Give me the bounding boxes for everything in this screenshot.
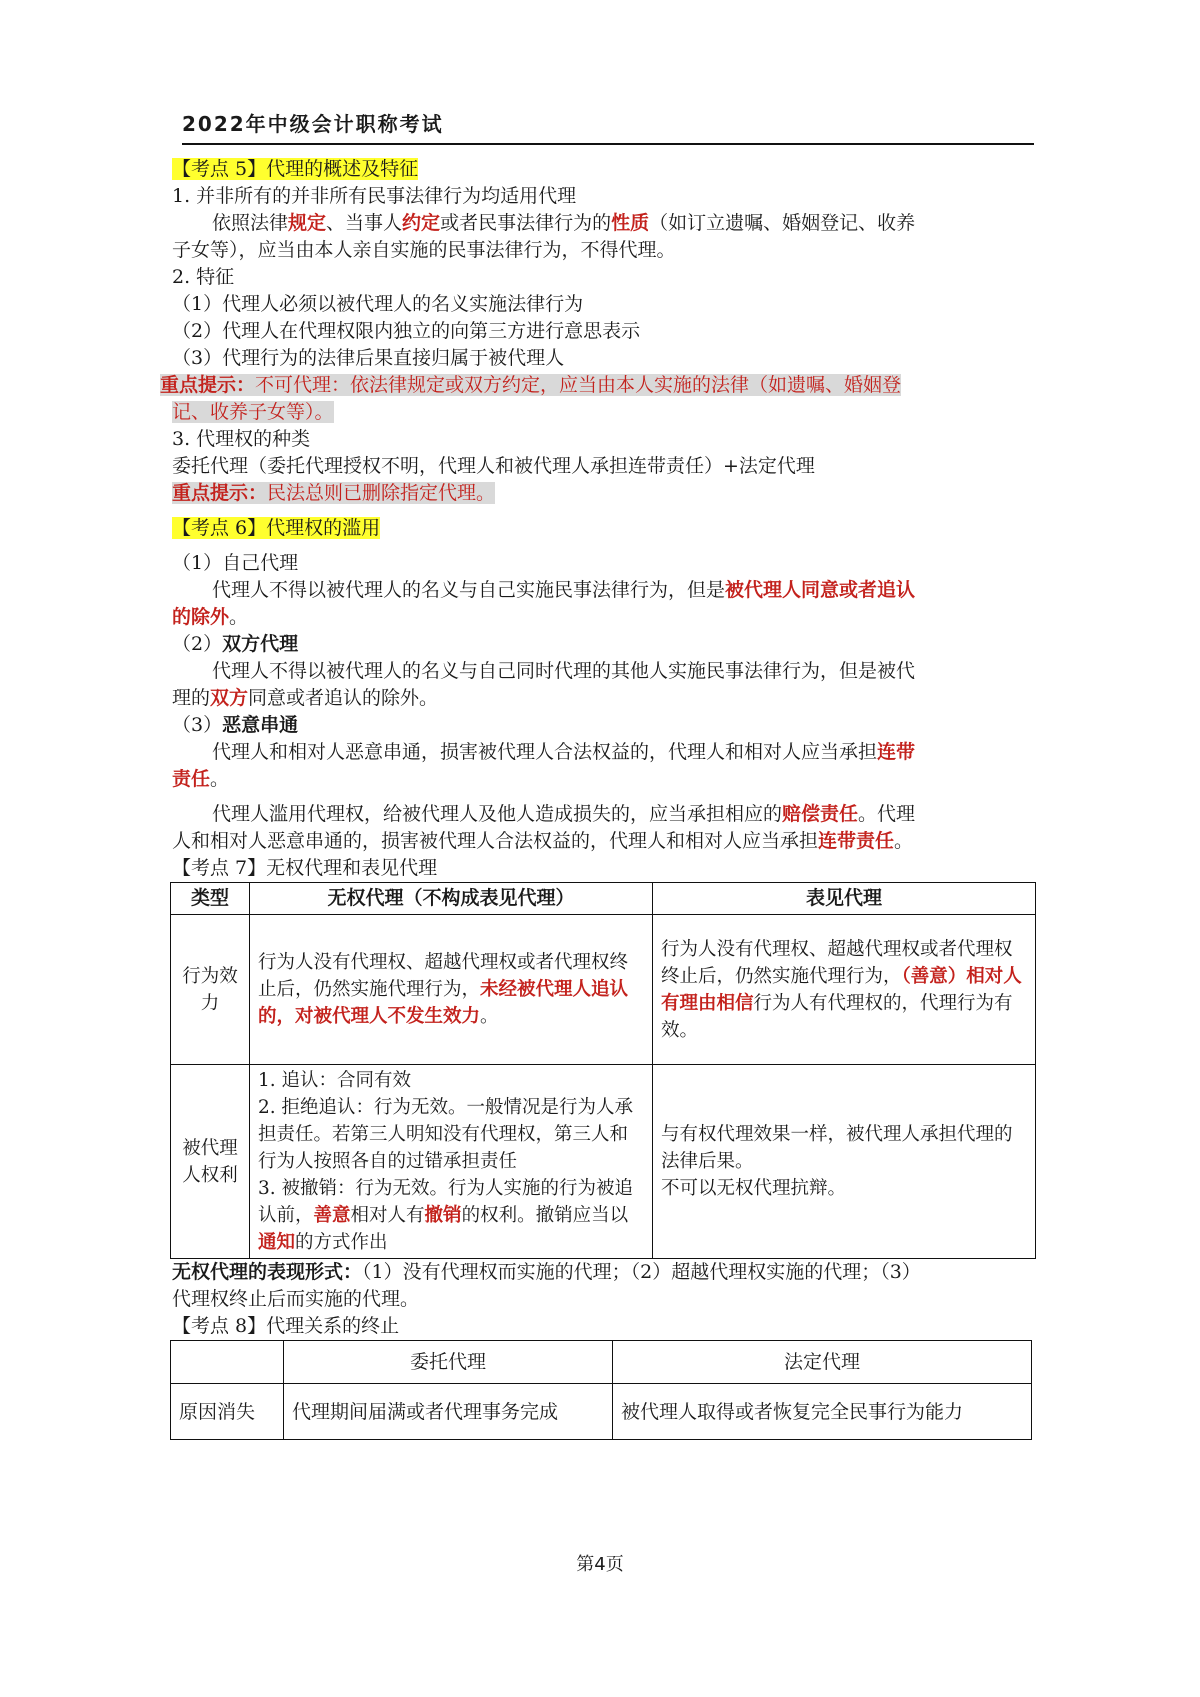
cell-line: 2. 拒绝追认：行为无效。一般情况是行为人承担责任。若第三人明知没有代理权，第三人和行为人按照各自的过错承担责任 (258, 1097, 634, 1172)
table-cell (250, 1065, 653, 1259)
section-8-heading: 【考点 8】代理关系的终止 (172, 1315, 400, 1337)
s6-line-5: 代理人不得以被代理人的名义与自己同时代理的其他人实施民事法律行为，但是被代 (212, 660, 916, 682)
s5-line-1: 1. 并非所有的并非所有民事法律行为均适用代理 (172, 185, 577, 207)
s5-line-8: 3. 代理权的种类 (172, 428, 311, 450)
table-row (171, 1065, 1036, 1259)
table-cell: 行为人没有代理权、超越代理权或者代理权终止后，仍然实施代理行为，未经被代理人追认的，对被代理人不发生效力。 (250, 915, 653, 1065)
key-note-1: 重点提示：不可代理：依法律规定或双方约定，应当由本人实施的法律（如遗嘱、婚姻登 (160, 374, 902, 396)
table-cell: 行为人没有代理权、超越代理权或者代理权终止后，仍然实施代理行为，（善意）相对人有理由相信行为人有代理权的，代理行为有效。 (653, 915, 1036, 1065)
agency-termination-table (170, 1340, 1032, 1440)
s6-line-9: 责任。 (172, 768, 230, 790)
row-header-cell: 行为效力 (171, 915, 250, 1065)
page-content (160, 156, 1038, 1440)
table-row (171, 915, 1036, 1065)
table-header-cell: 类型 (171, 883, 250, 915)
s6-line-7: （3）恶意串通 (172, 714, 299, 736)
table-cell (653, 1065, 1036, 1259)
row-header-cell: 原因消失 (171, 1384, 284, 1440)
s5-line-2: 依照法律规定、当事人约定或者民事法律行为的性质（如订立遗嘱、婚姻登记、收养 (212, 212, 916, 234)
s5-line-6: （2）代理人在代理权限内独立的向第三方进行意思表示 (172, 320, 641, 342)
cell-line: 3. 被撤销：行为无效。行为人实施的行为被追认前，善意相对人有撤销的权利。撤销应当以通知的方式作出 (258, 1178, 634, 1253)
s5-line-9: 委托代理（委托代理授权不明，代理人和被代理人承担连带责任）+法定代理 (172, 455, 815, 477)
s6-line-1: （1）自己代理 (172, 552, 299, 574)
s6-line-2: 代理人不得以被代理人的名义与自己实施民事法律行为，但是被代理人同意或者追认 (212, 579, 916, 601)
section-7-heading: 【考点 7】无权代理和表见代理 (172, 857, 438, 879)
s5-line-3: 子女等），应当由本人亲自实施的民事法律行为，不得代理。 (172, 239, 676, 261)
section-5-heading: 【考点 5】代理的概述及特征 (172, 158, 419, 180)
table-header-cell: 委托代理 (284, 1341, 613, 1384)
table-row (171, 1384, 1032, 1440)
key-note-1-cont: 记、收养子女等）。 (172, 401, 334, 423)
s6-line-11: 人和相对人恶意串通的，损害被代理人合法权益的，代理人和相对人应当承担连带责任。 (172, 830, 914, 852)
keyword-rule: 规定 (288, 212, 327, 234)
s5-line-5: （1）代理人必须以被代理人的名义实施法律行为 (172, 293, 584, 315)
table-header-cell: 无权代理（不构成表见代理） (250, 883, 653, 915)
table-header-row (171, 1341, 1032, 1384)
keyword-agreement: 约定 (402, 212, 441, 234)
s7-footnote-2: 代理权终止后而实施的代理。 (172, 1288, 420, 1310)
s6-line-8: 代理人和相对人恶意串通，损害被代理人合法权益的，代理人和相对人应当承担连带 (212, 741, 916, 763)
s6-line-3: 的除外。 (172, 606, 249, 628)
key-note-2: 重点提示：民法总则已删除指定代理。 (172, 482, 496, 504)
s6-line-4: （2）双方代理 (172, 633, 299, 655)
s5-line-7: （3）代理行为的法律后果直接归属于被代理人 (172, 347, 565, 369)
table-header-cell: 法定代理 (613, 1341, 1032, 1384)
cell-line: 不可以无权代理抗辩。 (661, 1178, 847, 1199)
cell-line: 与有权代理效果一样，被代理人承担代理的法律后果。 (661, 1124, 1013, 1172)
agency-comparison-table (170, 882, 1036, 1259)
page-header: 2022年中级会计职称考试 (182, 108, 1034, 145)
s6-line-10: 代理人滥用代理权，给被代理人及他人造成损失的，应当承担相应的赔偿责任。代理 (212, 803, 916, 825)
table-header-cell: 表见代理 (653, 883, 1036, 915)
page-number: 第4页 (576, 1554, 624, 1575)
s5-line-4: 2. 特征 (172, 266, 235, 288)
cell-line: 1. 追认：合同有效 (258, 1070, 412, 1091)
s7-footnote-1: 无权代理的表现形式：（1）没有代理权而实施的代理；（2）超越代理权实施的代理；（3） (172, 1261, 921, 1283)
row-header-cell: 被代理人权利 (171, 1065, 250, 1259)
table-header-cell (171, 1341, 284, 1384)
keyword-nature: 性质 (611, 212, 650, 234)
table-cell: 代理期间届满或者代理事务完成 (284, 1384, 613, 1440)
s6-line-6: 理的双方同意或者追认的除外。 (172, 687, 439, 709)
table-cell: 被代理人取得或者恢复完全民事行为能力 (613, 1384, 1032, 1440)
section-6-heading: 【考点 6】代理权的滥用 (172, 517, 381, 539)
table-header-row (171, 883, 1036, 915)
